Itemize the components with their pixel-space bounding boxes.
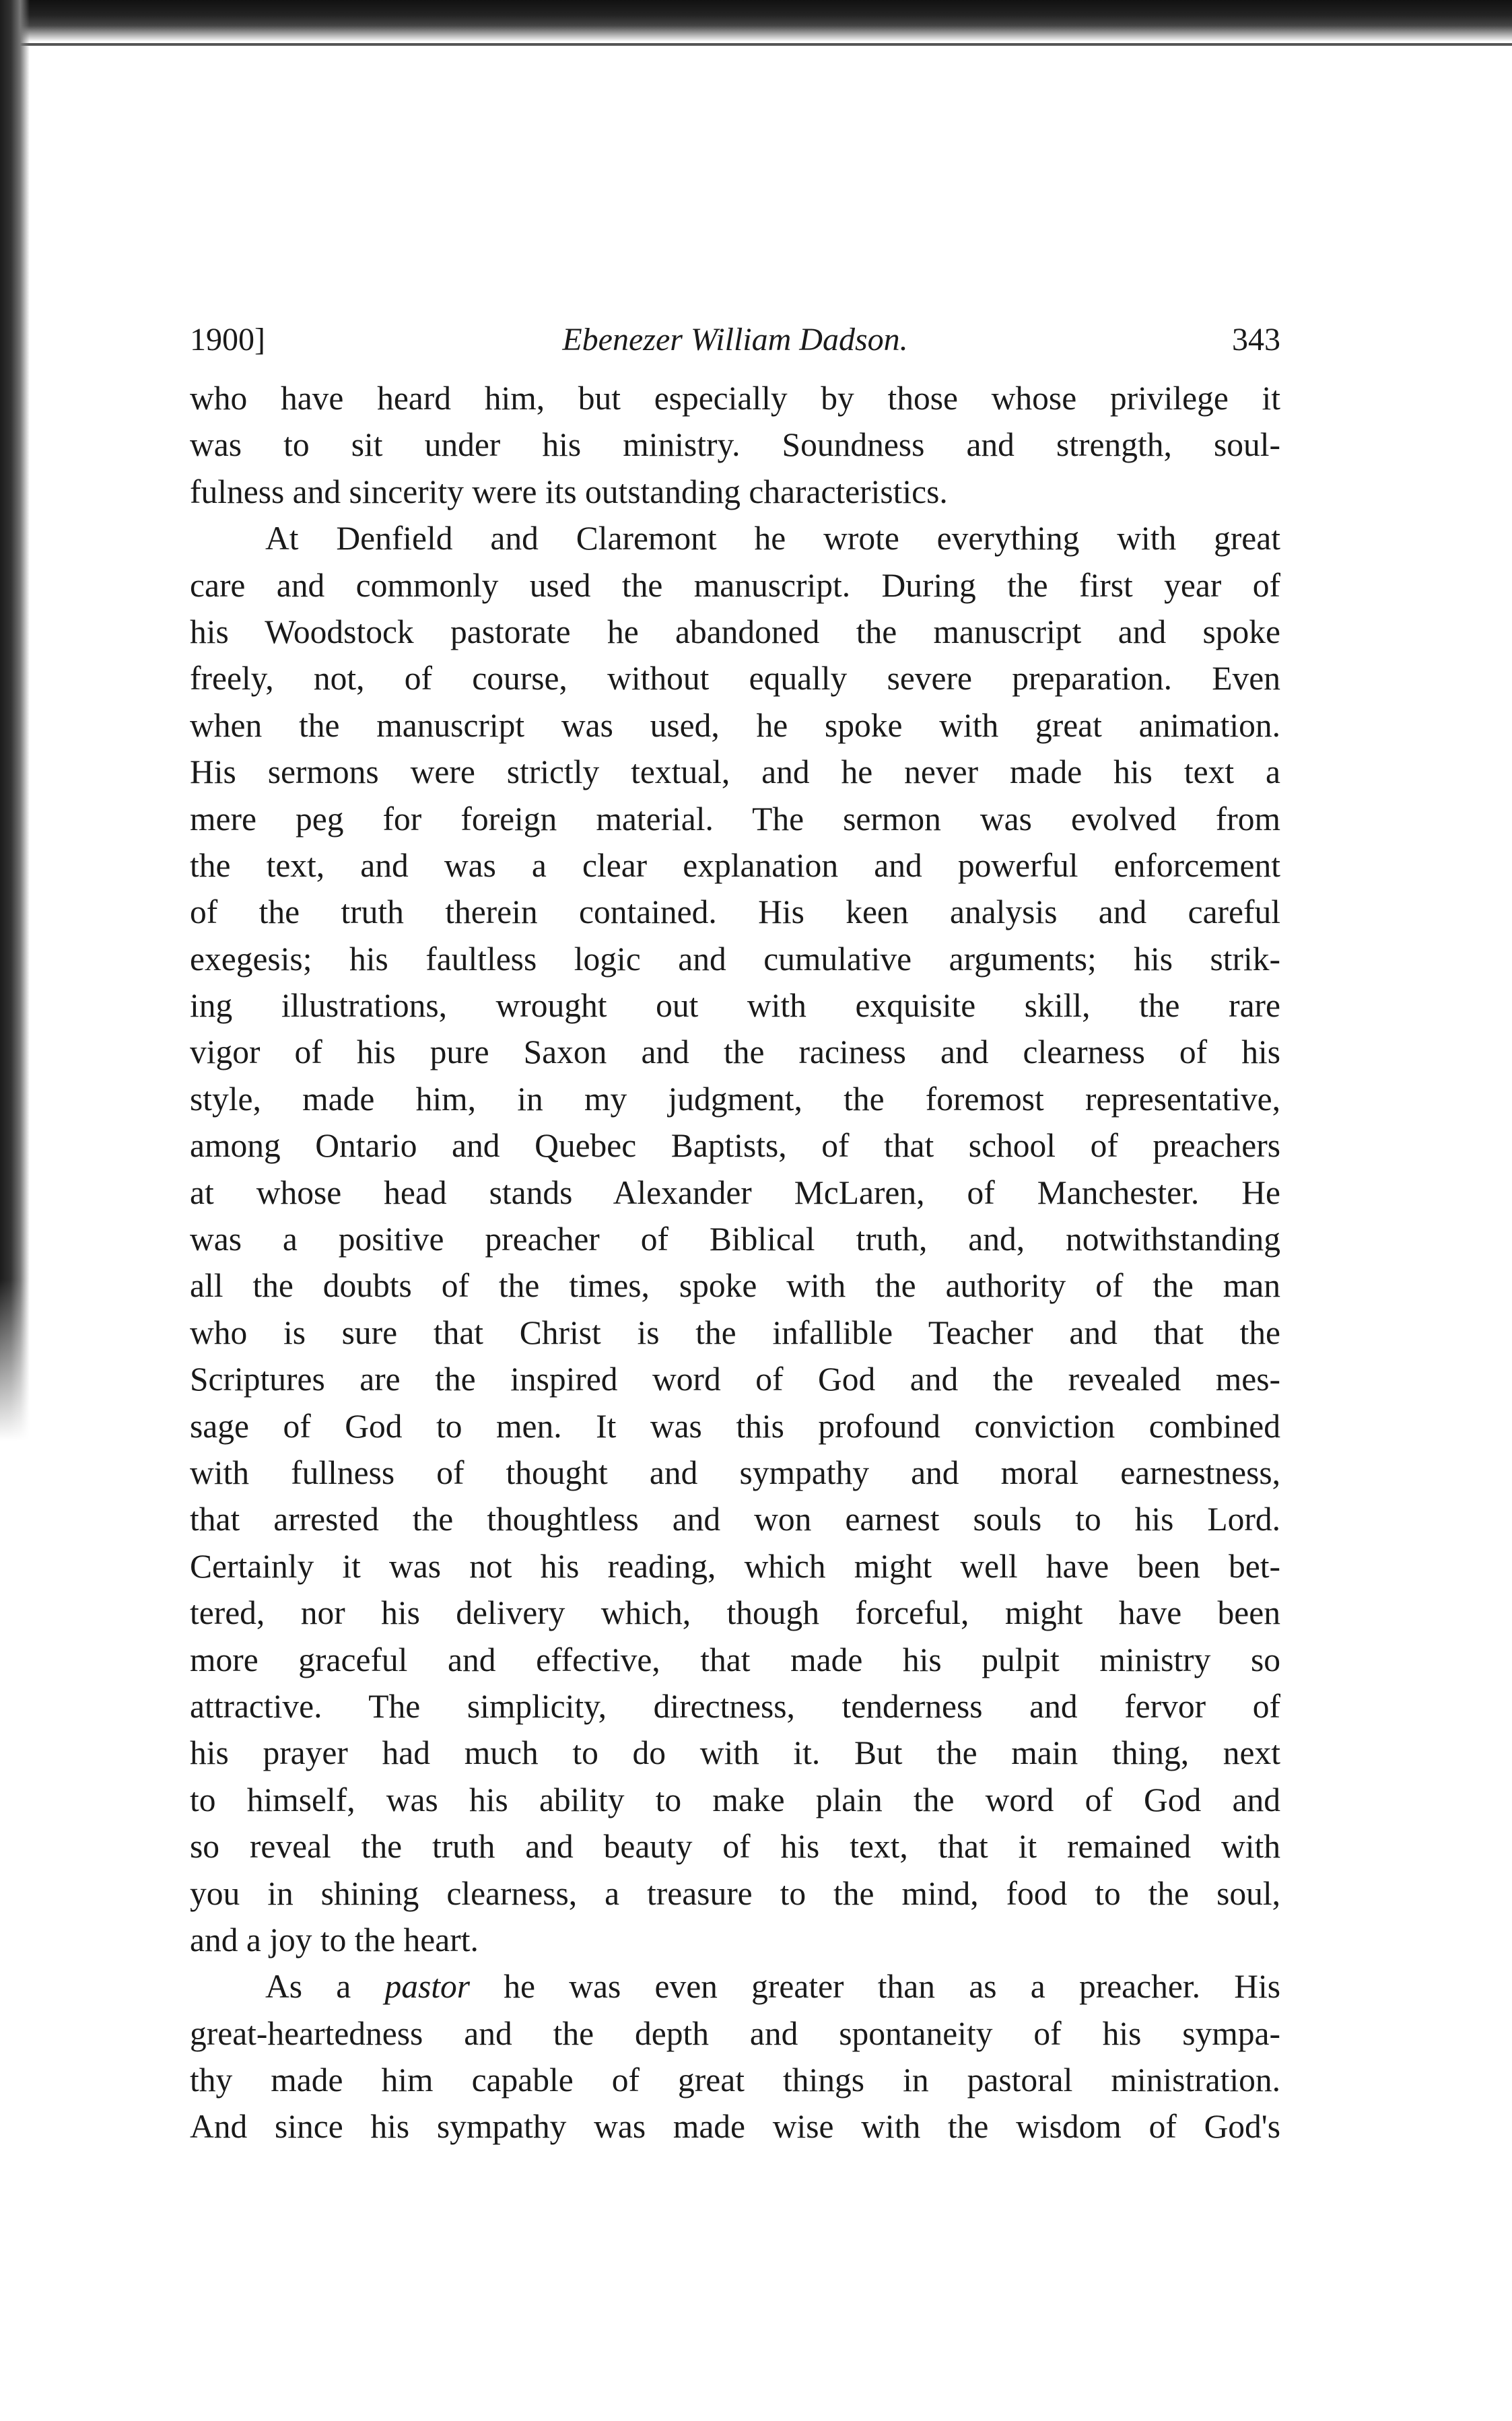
text-segment: As a bbox=[265, 1968, 385, 2006]
text-line: His sermons were strictly textual, and he never made his text a bbox=[190, 753, 1280, 791]
text-line: ing illustrations, wrought out with exquisite skill, the rare bbox=[190, 987, 1280, 1025]
text-line: care and commonly used the manuscript. During the first year of bbox=[190, 566, 1280, 604]
text-line: the text, and was a clear explanation and powerful enforcement bbox=[190, 846, 1280, 884]
text-line: tered, nor his delivery which, though forceful, might have been bbox=[190, 1594, 1280, 1632]
text-line: among Ontario and Quebec Baptists, of that school of preachers bbox=[190, 1127, 1280, 1165]
running-head-title: Ebenezer William Dadson. bbox=[562, 322, 908, 357]
page-number: 343 bbox=[1232, 322, 1280, 357]
text-line: all the doubts of the times, spoke with the authority of the man bbox=[190, 1267, 1280, 1305]
text-line: attractive. The simplicity, directness, tenderness and fervor of bbox=[190, 1687, 1280, 1725]
text-line: was to sit under his ministry. Soundness and strength, soul- bbox=[190, 426, 1280, 464]
text-line: who have heard him, but especially by those whose privilege it bbox=[190, 380, 1280, 417]
scan-border-left-fade bbox=[0, 1279, 40, 2421]
text-line: sage of God to men. It was this profound conviction combined bbox=[190, 1407, 1280, 1445]
italic-word: pastor bbox=[384, 1968, 471, 2006]
text-line: to himself, was his ability to make plain the word of God and bbox=[190, 1781, 1280, 1818]
text-line: when the manuscript was used, he spoke with great animation. bbox=[190, 706, 1280, 744]
text-line: great-heartedness and the depth and spontaneity of his sympa- bbox=[190, 2014, 1280, 2052]
text-line: you in shining clearness, a treasure to the mind, food to the soul, bbox=[190, 1874, 1280, 1912]
text-line: Scriptures are the inspired word of God and the revealed mes- bbox=[190, 1361, 1280, 1398]
scan-border-rule bbox=[0, 43, 1512, 46]
text-line: thy made him capable of great things in pastoral ministration. bbox=[190, 2061, 1280, 2099]
text-line: style, made him, in my judgment, the foremost representative, bbox=[190, 1080, 1280, 1118]
running-head bbox=[190, 313, 1280, 367]
text-line: fulness and sincerity were its outstanding characteristics. bbox=[190, 473, 948, 510]
text-line bbox=[190, 1963, 1280, 2010]
text-line: with fullness of thought and sympathy and moral earnestness, bbox=[190, 1454, 1280, 1491]
text-line: exegesis; his faultless logic and cumulative arguments; his strik- bbox=[190, 940, 1280, 978]
text-line: that arrested the thoughtless and won earnest souls to his Lord. bbox=[190, 1501, 1280, 1538]
text-line: of the truth therein contained. His keen analysis and careful bbox=[190, 893, 1280, 931]
text-line: so reveal the truth and beauty of his text, that it remained with bbox=[190, 1828, 1280, 1866]
body-text bbox=[190, 375, 1280, 2150]
text-line: mere peg for foreign material. The sermon was evolved from bbox=[190, 800, 1280, 838]
text-line: was a positive preacher of Biblical truth, and, notwithstanding bbox=[190, 1221, 1280, 1258]
text-line: and a joy to the heart. bbox=[190, 1921, 479, 1958]
running-head-year: 1900] bbox=[190, 322, 265, 357]
text-line: his Woodstock pastorate he abandoned the manuscript and spoke bbox=[190, 613, 1280, 650]
text-line: And since his sympathy was made wise with the wisdom of God's bbox=[190, 2108, 1280, 2146]
text-line: at whose head stands Alexander McLaren, of Manchester. He bbox=[190, 1173, 1280, 1211]
text-line: his prayer had much to do with it. But the main thing, next bbox=[190, 1734, 1280, 1772]
text-line: who is sure that Christ is the infallible Teacher and that the bbox=[190, 1314, 1280, 1351]
text-line: vigor of his pure Saxon and the raciness and clearness of his bbox=[190, 1033, 1280, 1071]
scan-border-top bbox=[0, 0, 1512, 42]
text-segment: he was even greater than as a preacher. His bbox=[470, 1968, 1280, 2006]
text-line: Certainly it was not his reading, which might well have been bet- bbox=[190, 1547, 1280, 1585]
text-line: more graceful and effective, that made his pulpit ministry so bbox=[190, 1641, 1280, 1678]
text-line: At Denfield and Claremont he wrote everything with great bbox=[265, 520, 1280, 557]
book-page bbox=[190, 313, 1280, 2150]
text-line: freely, not, of course, without equally severe preparation. Even bbox=[190, 660, 1280, 697]
